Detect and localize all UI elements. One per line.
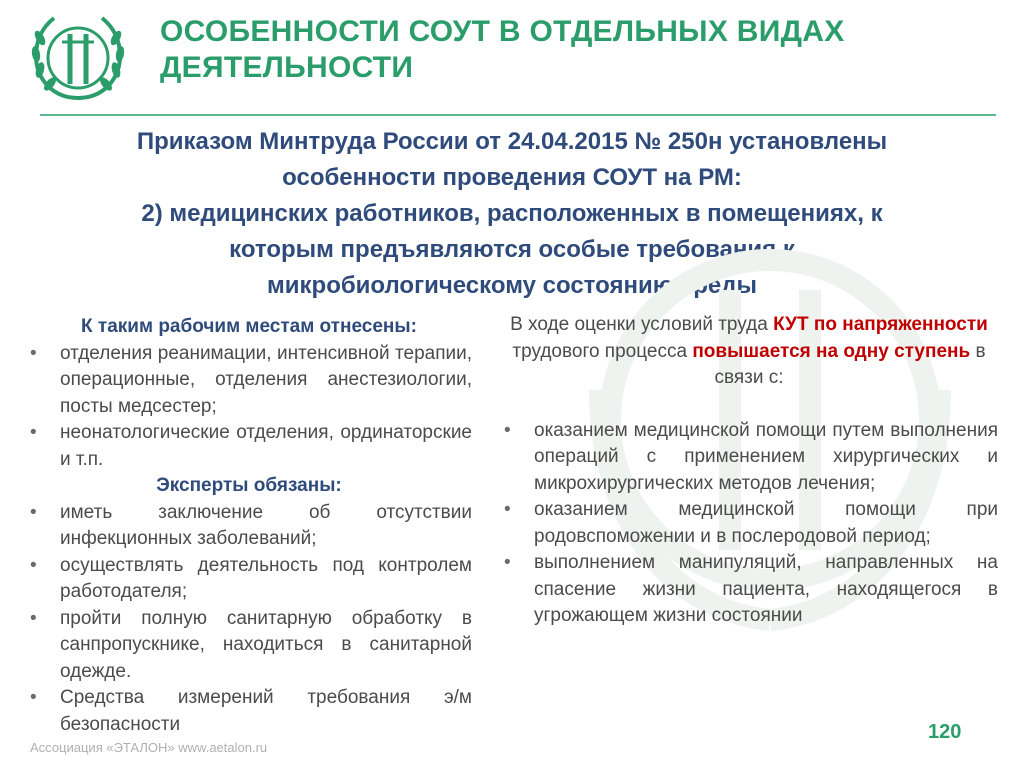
workplaces-heading: К таким рабочим местам отнесены:: [81, 316, 417, 337]
left-column: [26, 314, 472, 738]
list-item: • осуществлять деятельность под контролем работодателя;: [30, 554, 472, 602]
title-line-2: ДЕЯТЕЛЬНОСТИ: [160, 51, 414, 84]
bullet-icon: •: [30, 501, 37, 523]
list-item: • оказанием медицинской помощи при родовспоможении и в послеродовой период;: [504, 499, 998, 547]
assessment-intro: В ходе оценки условий труда КУТ по напряженности трудового процесса повышается на одну ступень в связи с:: [510, 314, 988, 388]
experts-duties-list: [26, 500, 472, 739]
list-item: • неонатологические отделения, ординаторские и т.п.: [30, 422, 472, 470]
subtitle-line: 2) медицинских работников, расположенных в помещениях, к: [141, 200, 883, 227]
bullet-icon: •: [30, 342, 37, 364]
step-highlight: повышается на одну ступень: [692, 340, 971, 362]
list-item: • оказанием медицинской помощи путем выполнения операций с применением хирургических и микрохирургических методов лечения;: [504, 419, 998, 494]
kut-highlight: КУТ по напряженности: [773, 314, 988, 335]
bullet-icon: •: [30, 687, 37, 708]
workplaces-list: [26, 341, 472, 474]
subtitle-line: которым предъявляются особые требования к: [229, 236, 795, 263]
list-item: • иметь заключение об отсутствии инфекционных заболеваний;: [30, 501, 472, 549]
right-column: [500, 312, 998, 630]
subtitle-line: Приказом Минтруда России от 24.04.2015 № 250н установлены: [136, 128, 888, 155]
footer-association: Ассоциация «ЭТАЛОН» www.aetalon.ru: [30, 740, 268, 755]
bullet-icon: •: [30, 554, 37, 576]
title-line-1: ОСОБЕННОСТИ СОУТ В ОТДЕЛЬНЫХ ВИДАХ: [160, 15, 845, 48]
header-divider: [40, 114, 996, 116]
bullet-icon: •: [30, 607, 37, 629]
bullet-icon: •: [504, 499, 511, 520]
subtitle-line: особенности проведения СОУТ на РМ:: [282, 164, 742, 191]
reasons-list: [500, 418, 998, 630]
bullet-icon: •: [504, 552, 511, 573]
experts-heading: Эксперты обязаны:: [156, 475, 342, 496]
association-logo: [22, 8, 134, 112]
list-item: • пройти полную санитарную обработку в санпропускнике, находиться в санитарной одежде.: [30, 607, 472, 682]
bullet-icon: •: [504, 419, 511, 441]
bullet-icon: •: [30, 422, 37, 443]
list-item: • выполнением манипуляций, направленных на спасение жизни пациента, находящегося в угрожающем жизни состоянии: [504, 552, 998, 626]
list-item: • отделения реанимации, интенсивной терапии, операционные, отделения анестезиологии, посты медсестер;: [30, 342, 472, 417]
page-number: 120: [928, 721, 962, 743]
page-title: [160, 14, 980, 86]
subtitle-line: микробиологическому состоянию среды: [267, 272, 757, 299]
list-item: • Средства измерений требования э/м безопасности: [30, 687, 472, 735]
